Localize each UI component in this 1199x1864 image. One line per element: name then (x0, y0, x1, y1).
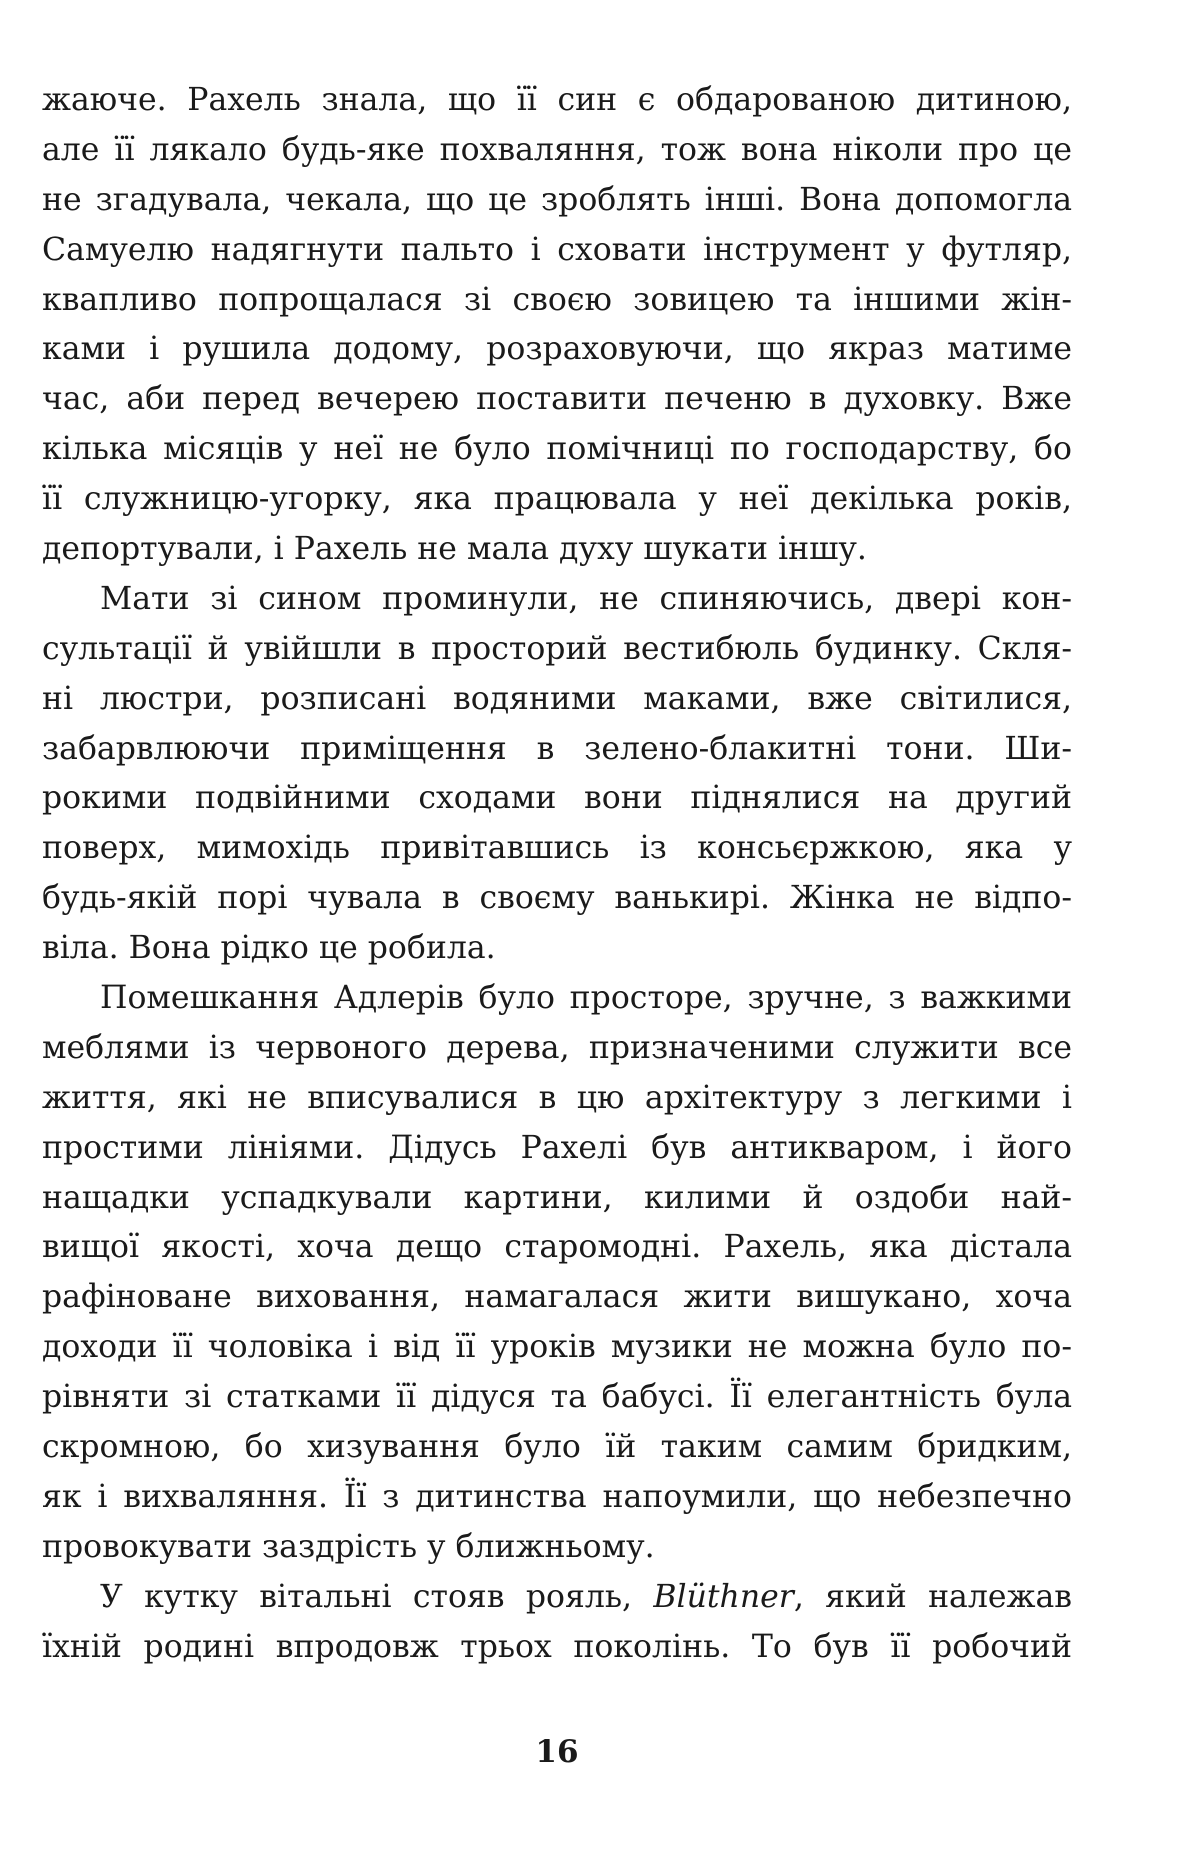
text-line: провокувати заздрість у ближньому. (42, 1528, 655, 1565)
text-line: будь-якій порі чувала в своєму ванькирі. Жінка не відпо- (42, 880, 1072, 917)
text-line: не згадувала, чекала, що це зроблять інші. Вона допомогла (42, 181, 1072, 218)
text-line: Помешкання Адлерів було просторе, зручне, з важкими (100, 980, 1072, 1017)
text-line: меблями із червоного дерева, призначеними служити все (42, 1029, 1072, 1066)
text-line (42, 1573, 1072, 1623)
text-line: віла. Вона рідко це робила. (42, 930, 496, 967)
text-line: життя, які не вписувалися в цю архітектуру з легкими і (42, 1079, 1072, 1116)
text-line: рівняти зі статками її дідуся та бабусі. Її елегантність була (42, 1379, 1072, 1416)
text-line: вищої якості, хоча дещо старомодні. Рахель, яка дістала (42, 1229, 1072, 1266)
text-line: час, аби перед вечерею поставити печеню в духовку. Вже (42, 381, 1072, 418)
book-page (42, 0, 1072, 1864)
page-number: 16 (535, 1734, 579, 1770)
text-line: їхній родині впродовж трьох поколінь. То був її робочий (42, 1628, 1072, 1665)
text-line: ні люстри, розписані водяними маками, вже світилися, (42, 680, 1072, 717)
text-line: скромною, бо хизування було їй таким самим бридким, (42, 1429, 1072, 1466)
text-line: депортували, і Рахель не мала духу шукати іншу. (42, 531, 867, 568)
text-line: нащадки успадкували картини, килими й оздоби най- (42, 1179, 1072, 1216)
text-line: ками і рушила додому, розраховуючи, що якраз матиме (42, 331, 1072, 368)
text-run: , який належав (793, 1578, 1072, 1615)
text-line: простими лініями. Дідусь Рахелі був антикваром, і його (42, 1129, 1072, 1166)
text-line: рокими подвійними сходами вони піднялися на другий (42, 780, 1072, 817)
body-text (42, 76, 1072, 1673)
text-line: рафіноване виховання, намагалася жити вишукано, хоча (42, 1279, 1072, 1316)
text-line: кілька місяців у неї не було помічниці по господарству, бо (42, 431, 1072, 468)
text-line: але її лякало будь-яке похваляння, тож вона ніколи про це (42, 131, 1072, 168)
text-run: У кутку вітальні стояв рояль, (100, 1578, 654, 1615)
text-line: забарвлюючи приміщення в зелено-блакитні тони. Ши- (42, 730, 1072, 767)
text-line: поверх, мимохідь привітавшись із консьєржкою, яка у (42, 830, 1072, 867)
text-line: доходи її чоловіка і від її уроків музики не можна було по- (42, 1329, 1072, 1366)
piano-brand-italic: Blüthner (653, 1578, 794, 1615)
text-line: сультації й увійшли в просторий вестибюль будинку. Скля- (42, 630, 1072, 667)
text-line: Самуелю надягнути пальто і сховати інструмент у футляр, (42, 231, 1072, 268)
text-line: як і вихваляння. Її з дитинства напоумили, що небезпечно (42, 1478, 1072, 1515)
text-line: її служницю-угорку, яка працювала у неї декілька років, (42, 481, 1072, 518)
text-line: Мати зі сином проминули, не спиняючись, двері кон- (100, 580, 1072, 617)
text-line: квапливо попрощалася зі своєю зовицею та іншими жін- (42, 281, 1072, 318)
text-line: жаюче. Рахель знала, що її син є обдарованою дитиною, (42, 82, 1072, 118)
